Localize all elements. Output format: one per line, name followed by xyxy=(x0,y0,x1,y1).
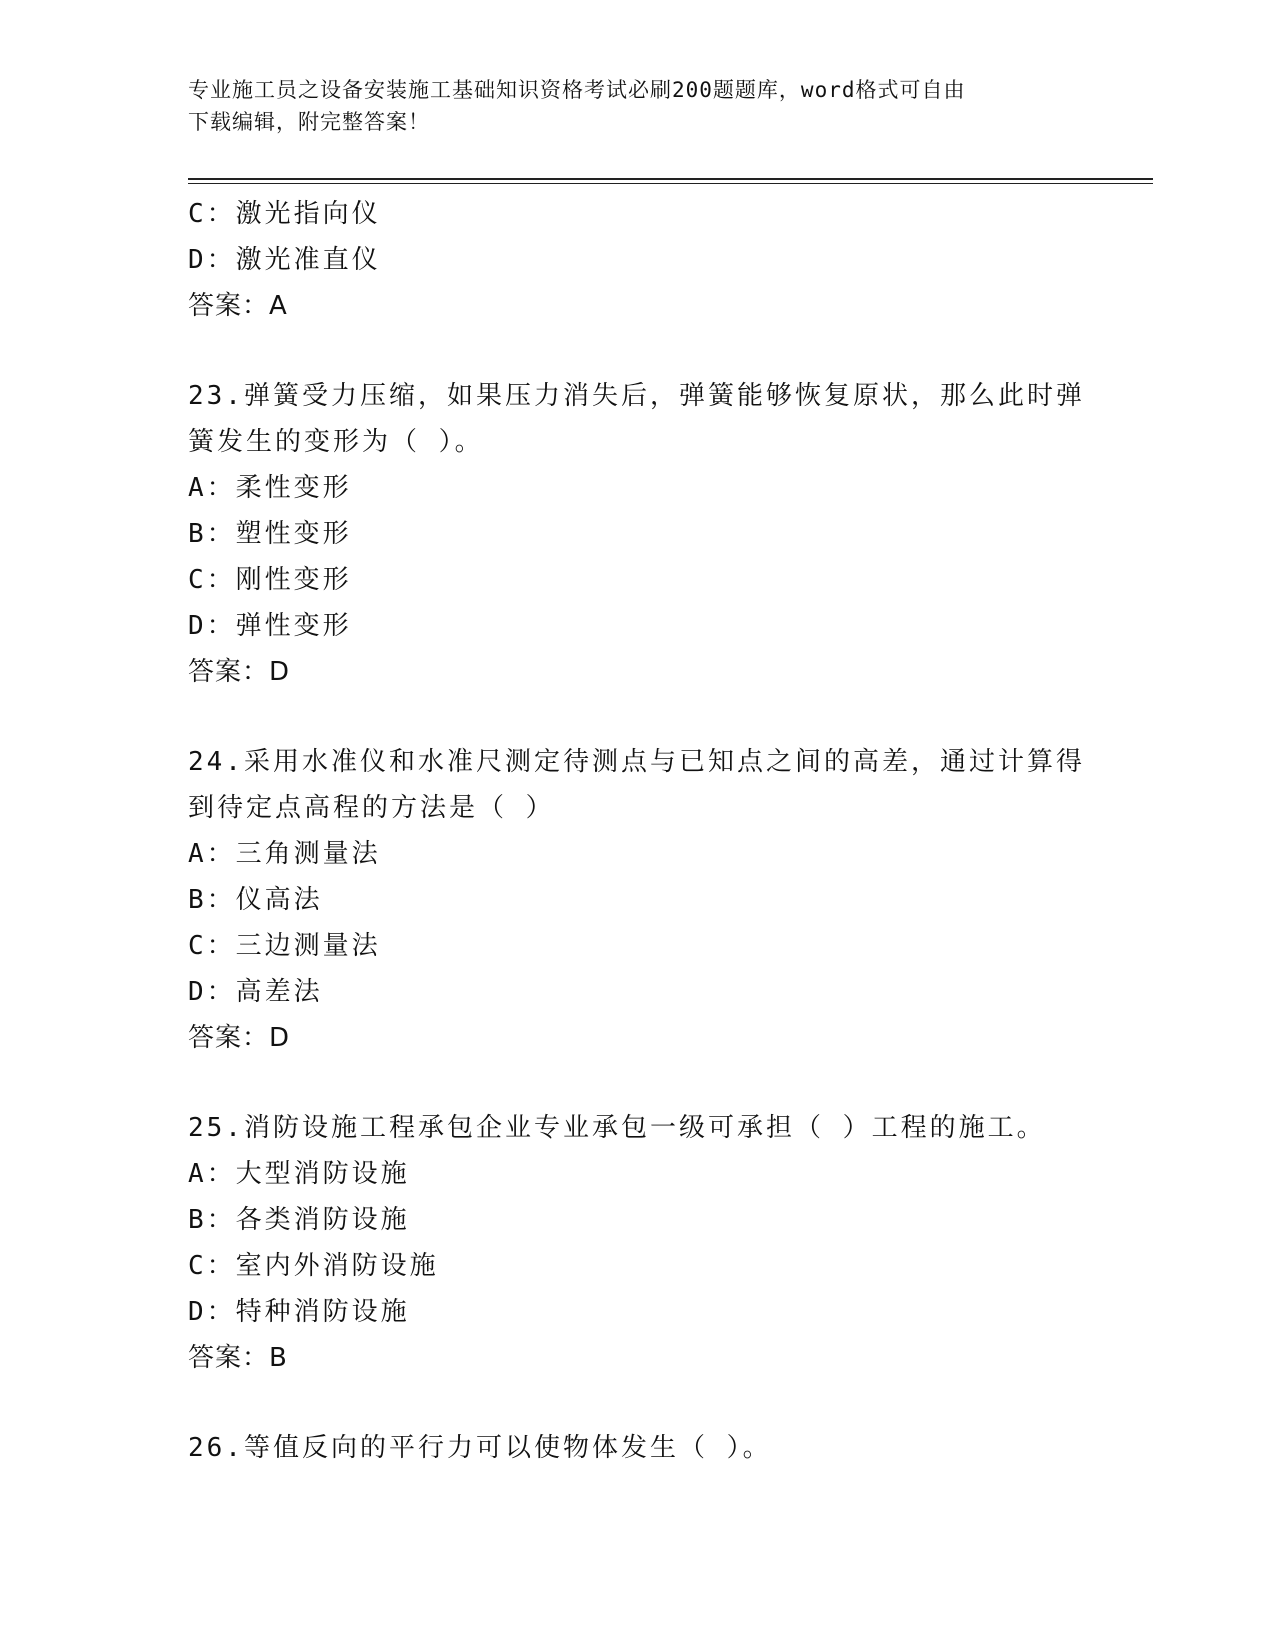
question-stem-line: 簧发生的变形为（ ）。 xyxy=(188,427,484,457)
header-divider-thin xyxy=(188,183,1153,184)
header-divider-thick xyxy=(188,178,1153,180)
option-a: A：三角测量法 xyxy=(188,839,381,869)
option-b: B：仪高法 xyxy=(188,885,323,915)
option-d: D：激光准直仪 xyxy=(188,245,381,275)
header-title-line-1: 专业施工员之设备安装施工基础知识资格考试必刷200题题库，word格式可自由 xyxy=(188,78,966,102)
option-c: C：激光指向仪 xyxy=(188,199,381,229)
question-22-tail xyxy=(188,191,1088,329)
option-b: B：各类消防设施 xyxy=(188,1205,410,1235)
question-stem-line: 23.弹簧受力压缩，如果压力消失后，弹簧能够恢复原状，那么此时弹 xyxy=(188,381,1085,411)
option-a: A：柔性变形 xyxy=(188,473,352,503)
question-stem-line: 26.等值反向的平行力可以使物体发生（ ）。 xyxy=(188,1433,772,1463)
header-title-line-2: 下载编辑，附完整答案！ xyxy=(188,110,430,134)
option-c: C：室内外消防设施 xyxy=(188,1251,439,1281)
question-23 xyxy=(188,373,1088,695)
option-c: C：三边测量法 xyxy=(188,931,381,961)
question-26 xyxy=(188,1425,1088,1471)
document-header xyxy=(188,74,1068,138)
question-stem-line: 到待定点高程的方法是（ ） xyxy=(188,793,555,823)
question-stem-line: 25.消防设施工程承包企业专业承包一级可承担（ ）工程的施工。 xyxy=(188,1113,1046,1143)
question-25 xyxy=(188,1105,1088,1381)
option-c: C：刚性变形 xyxy=(188,565,352,595)
answer-line: 答案：A xyxy=(188,291,288,321)
answer-line: 答案：B xyxy=(188,1343,288,1373)
question-list xyxy=(188,191,1088,1471)
answer-line: 答案：D xyxy=(188,1023,291,1053)
question-24 xyxy=(188,739,1088,1061)
option-d: D：弹性变形 xyxy=(188,611,352,641)
option-d: D：特种消防设施 xyxy=(188,1297,410,1327)
option-b: B：塑性变形 xyxy=(188,519,352,549)
option-d: D：高差法 xyxy=(188,977,323,1007)
answer-line: 答案：D xyxy=(188,657,291,687)
option-a: A：大型消防设施 xyxy=(188,1159,410,1189)
question-stem-line: 24.采用水准仪和水准尺测定待测点与已知点之间的高差，通过计算得 xyxy=(188,747,1085,777)
